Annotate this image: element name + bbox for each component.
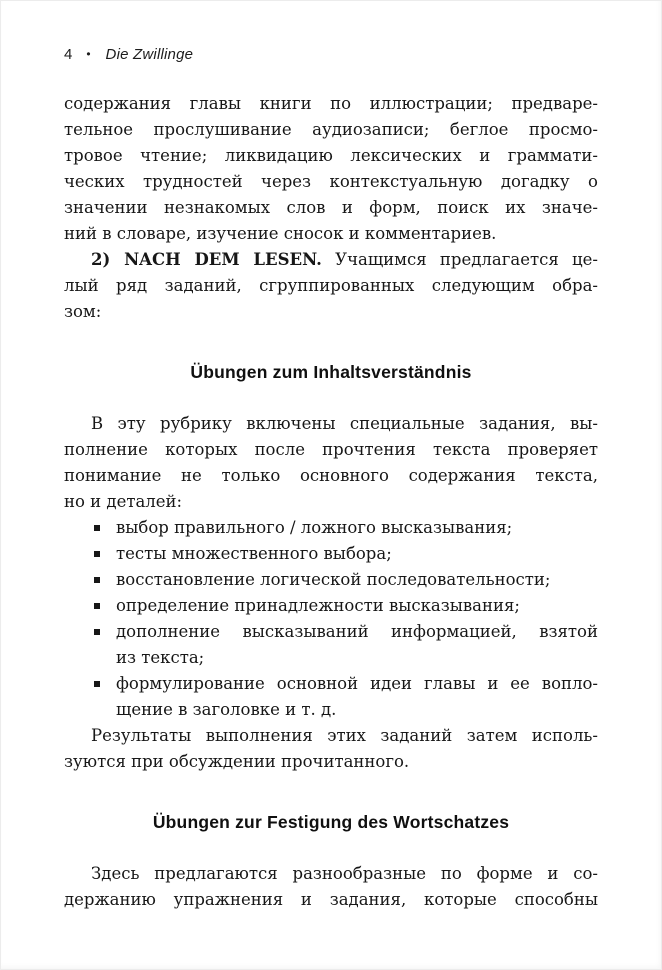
paragraph bbox=[64, 861, 598, 913]
text-line: держанию упражнения и задания, которые способны bbox=[64, 890, 598, 909]
text-line: понимание не только основного содержания текста, bbox=[64, 466, 598, 485]
paragraph bbox=[64, 247, 598, 325]
text-line: ческих трудностей через контекстуальную догадку о bbox=[64, 172, 598, 191]
paragraph bbox=[64, 91, 598, 247]
text-line: значении незнакомых слов и форм, поиск их значе- bbox=[64, 198, 598, 217]
text-line: восстановление логической последовательности; bbox=[116, 570, 551, 589]
bullet-item bbox=[64, 515, 598, 541]
bullet-square-icon bbox=[94, 551, 100, 557]
running-title: Die Zwillinge bbox=[105, 46, 194, 63]
bullet-item bbox=[64, 567, 598, 593]
text-line: лый ряд заданий, сгруппированных следующим обра- bbox=[64, 276, 598, 295]
section-heading: Übungen zur Festigung des Wortschatzes bbox=[152, 812, 510, 832]
bullet-item bbox=[64, 593, 598, 619]
separator-dot-icon: • bbox=[86, 47, 91, 61]
text-line: формулирование основной идеи главы и ее вопло- bbox=[116, 674, 598, 693]
text-line: 2) NACH DEM LESEN. Учащимся предлагается це- bbox=[91, 250, 598, 269]
text-line: тельное прослушивание аудиозаписи; беглое просмо- bbox=[64, 120, 598, 139]
text-line: В эту рубрику включены специальные задания, вы- bbox=[91, 414, 598, 433]
bullet-square-icon bbox=[94, 603, 100, 609]
paragraph bbox=[64, 723, 598, 775]
text-line: ний в словаре, изучение сносок и комментариев. bbox=[64, 224, 497, 243]
text-line: тесты множественного выбора; bbox=[116, 544, 392, 563]
bullet-list bbox=[64, 515, 598, 723]
text-line: содержания главы книги по иллюстрации; предваре- bbox=[64, 94, 598, 113]
page-body bbox=[64, 91, 598, 913]
text-line: полнение которых после прочтения текста проверяет bbox=[64, 440, 598, 459]
text-line: из текста; bbox=[116, 648, 205, 667]
paragraph bbox=[64, 411, 598, 515]
bullet-square-icon bbox=[94, 525, 100, 531]
text-line: Здесь предлагаются разнообразные по форме и со- bbox=[91, 864, 598, 883]
page-header bbox=[64, 46, 598, 63]
bullet-item bbox=[64, 541, 598, 567]
bullet-square-icon bbox=[94, 681, 100, 687]
bold-lead-text: 2) NACH DEM LESEN. bbox=[91, 250, 322, 269]
section-heading: Übungen zum Inhaltsverständnis bbox=[190, 362, 472, 382]
text-line: но и деталей: bbox=[64, 492, 183, 511]
text-line: зом: bbox=[64, 302, 102, 321]
text-line: Результаты выполнения этих заданий затем исполь- bbox=[91, 726, 598, 745]
bullet-item bbox=[64, 671, 598, 723]
bullet-item bbox=[64, 619, 598, 671]
text-line: определение принадлежности высказывания; bbox=[116, 596, 520, 615]
page-number: 4 bbox=[64, 46, 73, 63]
text-line: тровое чтение; ликвидацию лексических и граммати- bbox=[64, 146, 598, 165]
text-line: щение в заголовке и т. д. bbox=[116, 700, 337, 719]
bullet-square-icon bbox=[94, 577, 100, 583]
text-line: зуются при обсуждении прочитанного. bbox=[64, 752, 410, 771]
text-line: выбор правильного / ложного высказывания; bbox=[116, 518, 513, 537]
text-line: дополнение высказываний информацией, взятой bbox=[116, 622, 598, 641]
bullet-square-icon bbox=[94, 629, 100, 635]
